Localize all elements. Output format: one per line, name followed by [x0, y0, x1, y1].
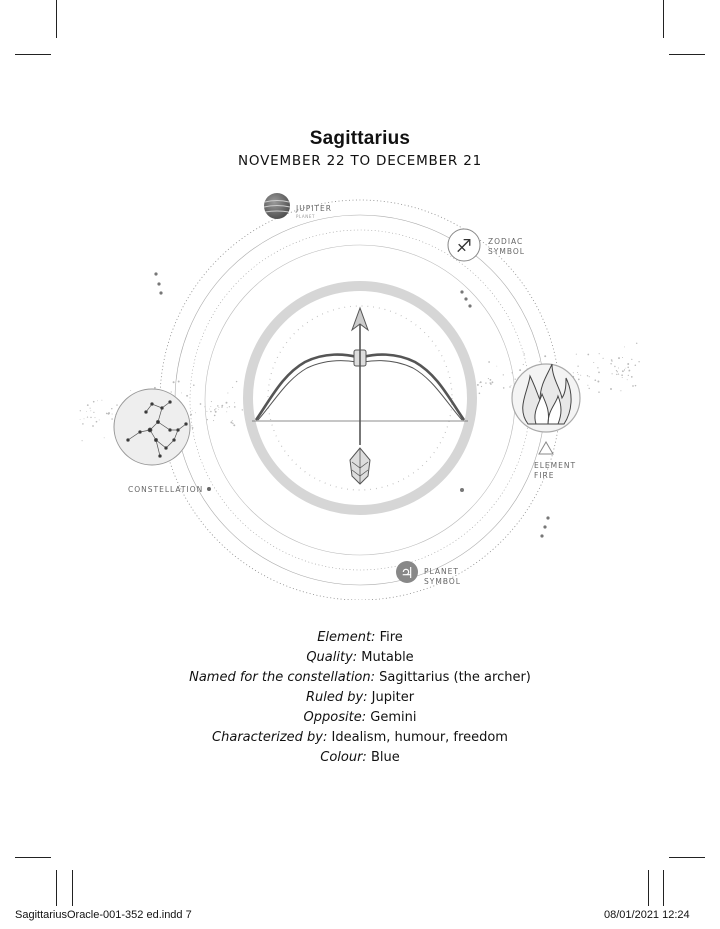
dust-particle [173, 381, 175, 383]
dust-particle [480, 381, 482, 383]
dust-particle [629, 370, 630, 371]
planet-symbol-label-line1: PLANET [424, 567, 459, 576]
dust-particle [622, 370, 624, 372]
dust-particle [624, 346, 625, 347]
dust-particle [178, 381, 180, 383]
dust-particle [86, 411, 87, 412]
dust-particle [603, 358, 604, 359]
dust-particle [616, 374, 617, 375]
dust-particle [154, 387, 156, 389]
dust-particle [221, 406, 222, 407]
dust-particle [598, 391, 600, 393]
dust-particle [229, 406, 230, 407]
dust-particle [84, 418, 85, 419]
dust-particle [577, 372, 578, 373]
dust-particle [101, 400, 102, 401]
planet-name-label: JUPITER [296, 204, 332, 213]
dust-particle [573, 372, 574, 373]
dust-particle [211, 401, 212, 402]
dust-particle [90, 410, 91, 411]
dust-particle [576, 354, 577, 355]
fact-label: Element: [317, 630, 376, 645]
dust-particle [578, 374, 579, 375]
dust-particle [622, 377, 623, 378]
dust-particle [631, 359, 632, 360]
planet-caption-label: PLANET [296, 214, 316, 219]
dust-particle [524, 353, 525, 354]
dust-particle [218, 407, 219, 408]
dust-particle [171, 391, 172, 392]
dust-particle [491, 381, 493, 383]
dust-particle [206, 411, 207, 412]
dust-particle [488, 361, 490, 363]
fact-row [0, 668, 720, 688]
dust-particle [186, 395, 188, 397]
dust-particle [587, 375, 588, 376]
dust-particle [104, 437, 105, 438]
dust-particle [230, 421, 232, 423]
fact-value: Idealism, humour, freedom [331, 730, 508, 745]
zodiac-label-line1: ZODIAC [488, 237, 524, 246]
dust-particle [112, 413, 113, 414]
dust-particle [477, 384, 479, 386]
dust-particle [192, 427, 194, 429]
dust-particle [610, 363, 611, 364]
dust-particle [80, 419, 81, 420]
dust-particle [195, 412, 196, 413]
dust-particle [226, 411, 227, 412]
dust-particle [594, 379, 596, 381]
dust-particle [130, 390, 131, 391]
dust-particle [624, 369, 625, 370]
dust-particle [503, 374, 504, 375]
dust-particle [635, 385, 637, 387]
dust-particle [200, 403, 202, 405]
dust-particle [490, 383, 492, 385]
dust-particle [599, 353, 600, 354]
crop-mark [72, 870, 73, 906]
dust-particle [210, 406, 211, 407]
dust-particle [93, 412, 94, 413]
dust-particle [503, 387, 505, 389]
dust-particle [490, 379, 492, 381]
dust-particle [610, 388, 612, 390]
dust-particle [82, 423, 84, 425]
dust-particle [232, 420, 233, 421]
fact-label: Ruled by: [305, 690, 368, 705]
crop-mark [15, 857, 51, 858]
dust-particle [215, 411, 217, 413]
fact-label: Opposite: [303, 710, 367, 725]
dust-particle [82, 440, 83, 441]
constellation-label: CONSTELLATION [128, 485, 204, 494]
dust-particle [578, 379, 580, 381]
dust-particle [627, 367, 629, 369]
zodiac-diagram [0, 180, 720, 600]
dust-particle [209, 409, 210, 410]
dust-particle [233, 424, 235, 426]
dust-particle [93, 401, 95, 403]
fact-value: Sagittarius (the archer) [379, 670, 531, 685]
dust-particle [96, 421, 98, 423]
fact-value: Mutable [361, 650, 414, 665]
dust-particle [213, 420, 214, 421]
dust-particle [227, 407, 228, 408]
dust-particle [622, 357, 623, 358]
fact-row [0, 648, 720, 668]
dust-particle [116, 404, 117, 405]
dust-particle [519, 369, 521, 371]
dust-particle [242, 409, 243, 410]
dust-particle [598, 372, 600, 374]
element-label-line2: FIRE [534, 471, 555, 480]
crop-mark [15, 54, 51, 55]
dust-particle [544, 355, 546, 357]
dust-particle [193, 384, 195, 386]
dust-particle [232, 423, 233, 424]
dust-particle [207, 419, 208, 420]
dust-particle [612, 373, 613, 374]
crop-mark [669, 857, 705, 858]
dust-particle [628, 375, 629, 376]
crop-mark [56, 0, 57, 38]
dust-particle [192, 410, 193, 411]
dust-particle [221, 405, 223, 407]
footer-date: 08/01/2021 12:24 [604, 909, 690, 921]
dust-particle [488, 378, 489, 379]
dust-particle [616, 370, 617, 371]
dust-particle [597, 381, 599, 383]
dust-particle [624, 370, 625, 371]
crop-mark [663, 0, 664, 38]
dust-particle [617, 371, 618, 372]
dust-particle [92, 425, 94, 427]
dust-particle [496, 366, 497, 367]
dust-particle [539, 361, 540, 362]
dust-particle [99, 419, 100, 420]
dust-particle [593, 362, 594, 363]
dust-particle [509, 386, 510, 387]
dust-particle [80, 410, 81, 411]
dust-particle [589, 376, 590, 377]
dust-particle [214, 409, 215, 410]
fact-label: Named for the constellation: [189, 670, 376, 685]
jupiter-planet-icon [264, 193, 290, 219]
fire-triangle-icon [539, 442, 553, 454]
dust-particle [227, 393, 228, 394]
dust-particle [226, 402, 228, 404]
planet-symbol-icon: ♃ [400, 564, 414, 582]
dust-particle [636, 343, 637, 344]
dust-particle [90, 408, 91, 409]
dust-particle [635, 364, 637, 366]
dust-particle [236, 381, 237, 382]
dust-particle [106, 413, 108, 415]
fact-value: Blue [370, 750, 400, 765]
fact-row [0, 748, 720, 768]
dust-particle [587, 385, 588, 386]
dust-particle [614, 366, 615, 367]
dust-particle [587, 354, 589, 356]
crop-mark [669, 54, 705, 55]
fact-label: Colour: [320, 750, 367, 765]
dust-particle [94, 417, 95, 418]
dust-particle [90, 417, 91, 418]
dust-particle [577, 366, 578, 367]
dust-particle [632, 385, 634, 387]
fact-value: Gemini [370, 710, 417, 725]
dust-particle [627, 379, 628, 380]
fact-row [0, 628, 720, 648]
constellation-circle [114, 389, 190, 465]
dust-particle [618, 374, 619, 375]
crop-mark [663, 870, 664, 906]
fact-value: Jupiter [371, 690, 415, 705]
crop-mark [56, 870, 57, 906]
dust-particle [210, 411, 212, 413]
dust-particle [111, 408, 112, 409]
footer-file: SagittariusOracle-001-352 ed.indd 7 [15, 909, 192, 921]
dust-particle [627, 363, 629, 365]
element-label-line1: ELEMENT [534, 461, 577, 470]
dust-particle [232, 387, 233, 388]
dust-particle [87, 417, 88, 418]
dust-particle [218, 409, 219, 410]
dust-particle [479, 393, 481, 395]
dust-particle [611, 361, 612, 362]
fact-label: Quality: [306, 650, 358, 665]
dust-particle [481, 386, 482, 387]
dust-particle [618, 368, 619, 369]
fact-row [0, 708, 720, 728]
fact-row [0, 688, 720, 708]
dust-particle [234, 402, 235, 403]
zodiac-label-line2: SYMBOL [488, 247, 525, 256]
dust-particle [625, 368, 626, 369]
dust-particle [511, 385, 512, 386]
fact-row [0, 728, 720, 748]
dust-particle [618, 357, 620, 359]
dust-particle [597, 367, 598, 368]
dust-particle [234, 406, 236, 408]
dust-particle [515, 379, 516, 380]
page-title: Sagittarius [309, 128, 411, 149]
orbit-dot [207, 487, 211, 491]
dust-particle [588, 388, 589, 389]
date-range: NOVEMBER 22 TO DECEMBER 21 [238, 153, 482, 169]
dust-particle [97, 400, 98, 401]
dust-particle [181, 392, 182, 393]
dust-particle [523, 364, 524, 365]
dust-particle [620, 390, 621, 391]
crop-mark [648, 870, 649, 906]
dust-particle [87, 404, 89, 406]
zodiac-symbol-icon: ♐ [455, 236, 473, 257]
dust-particle [485, 382, 486, 383]
dust-particle [214, 415, 216, 417]
dust-particle [631, 376, 633, 378]
dust-particle [108, 413, 110, 415]
dust-particle [215, 408, 216, 409]
dust-particle [217, 405, 219, 407]
dust-particle [479, 382, 480, 383]
dust-particle [580, 375, 581, 376]
fact-label: Characterized by: [212, 730, 328, 745]
dust-particle [638, 361, 639, 362]
dust-particle [621, 374, 623, 376]
planet-symbol-label-line2: SYMBOL [424, 577, 461, 586]
sign-facts [0, 628, 720, 768]
fact-value: Fire [379, 630, 403, 645]
dust-particle [111, 418, 113, 420]
